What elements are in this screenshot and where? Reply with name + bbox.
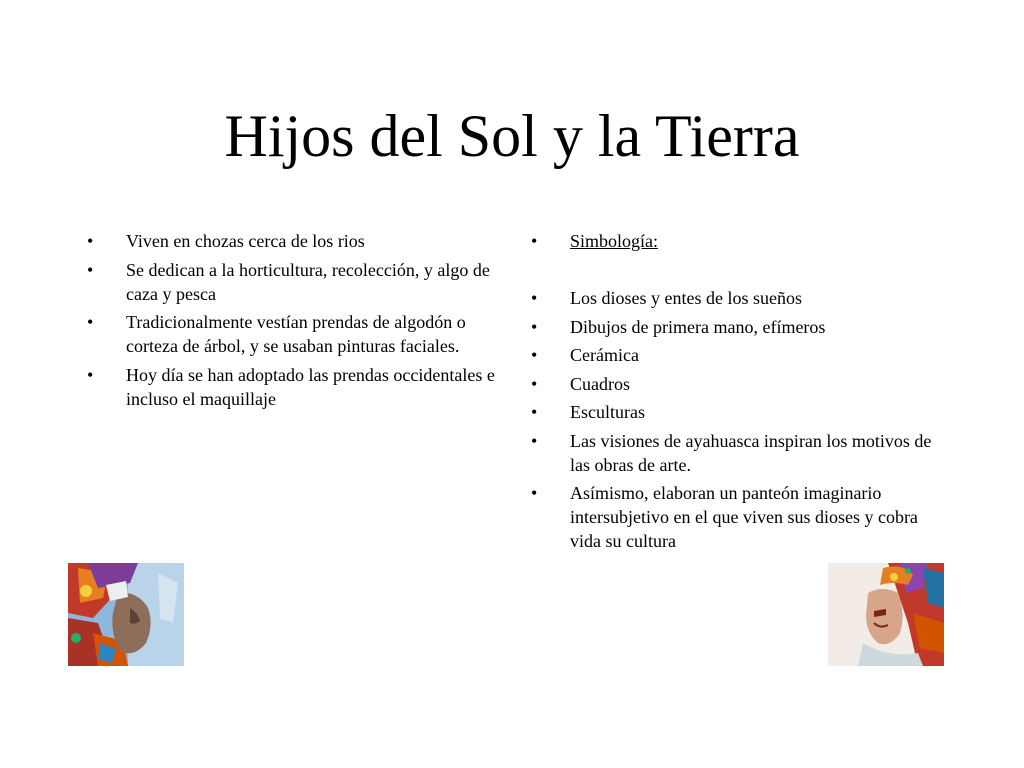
list-item xyxy=(84,258,504,306)
list-item xyxy=(528,372,948,396)
list-item xyxy=(528,343,948,367)
left-bullet-list xyxy=(84,229,504,415)
list-item xyxy=(84,229,504,253)
list-item xyxy=(528,429,948,477)
bullet-text: Se dedican a la horticultura, recolección, y algo de caza y pesca xyxy=(126,259,490,304)
bullet-icon: • xyxy=(531,316,538,337)
bullet-icon: • xyxy=(531,430,538,451)
bullet-icon: • xyxy=(531,402,538,422)
list-item-heading xyxy=(528,229,948,253)
bullet-text: Cerámica xyxy=(570,345,639,365)
bullet-text: Viven en chozas cerca de los rios xyxy=(126,231,365,251)
bullet-icon: • xyxy=(531,288,538,308)
list-item xyxy=(528,315,948,339)
list-item xyxy=(84,310,504,358)
painted-face-image-right xyxy=(828,563,944,666)
list-item xyxy=(84,363,504,411)
bullet-text: Esculturas xyxy=(570,402,645,422)
bullet-icon: • xyxy=(87,312,94,332)
bullet-icon: • xyxy=(531,345,538,365)
bullet-text: Las visiones de ayahuasca inspiran los motivos de las obras de arte. xyxy=(570,430,932,475)
list-spacer xyxy=(528,258,948,282)
list-item xyxy=(528,400,948,424)
painted-face-artwork-right xyxy=(828,563,944,666)
bullet-text: Dibujos de primera mano, efímeros xyxy=(570,316,826,337)
bullet-text: Hoy día se han adoptado las prendas occidentales e incluso el maquillaje xyxy=(126,364,495,409)
list-item xyxy=(528,481,948,553)
symbology-heading: Simbología: xyxy=(570,231,659,251)
bullet-text: Asímismo, elaboran un panteón imaginario intersubjetivo en el que viven sus dioses y cobra vida su cultura xyxy=(570,483,918,551)
bullet-icon: • xyxy=(87,364,94,385)
bullet-text: Tradicionalmente vestían prendas de algodón o corteza de árbol, y se usaban pinturas faciales. xyxy=(126,312,466,356)
list-item xyxy=(528,286,948,310)
bullet-text: Cuadros xyxy=(570,373,630,394)
bullet-icon: • xyxy=(531,373,538,394)
bullet-icon: • xyxy=(87,259,94,280)
bullet-text: Los dioses y entes de los sueños xyxy=(570,288,802,308)
painted-face-image-left xyxy=(68,563,184,666)
bullet-icon: • xyxy=(87,231,94,251)
painted-face-artwork-left xyxy=(68,563,184,666)
right-bullet-list xyxy=(528,229,948,558)
slide-title: Hijos del Sol y la Tierra xyxy=(224,103,800,169)
bullet-icon: • xyxy=(531,231,538,251)
bullet-icon: • xyxy=(531,483,538,503)
